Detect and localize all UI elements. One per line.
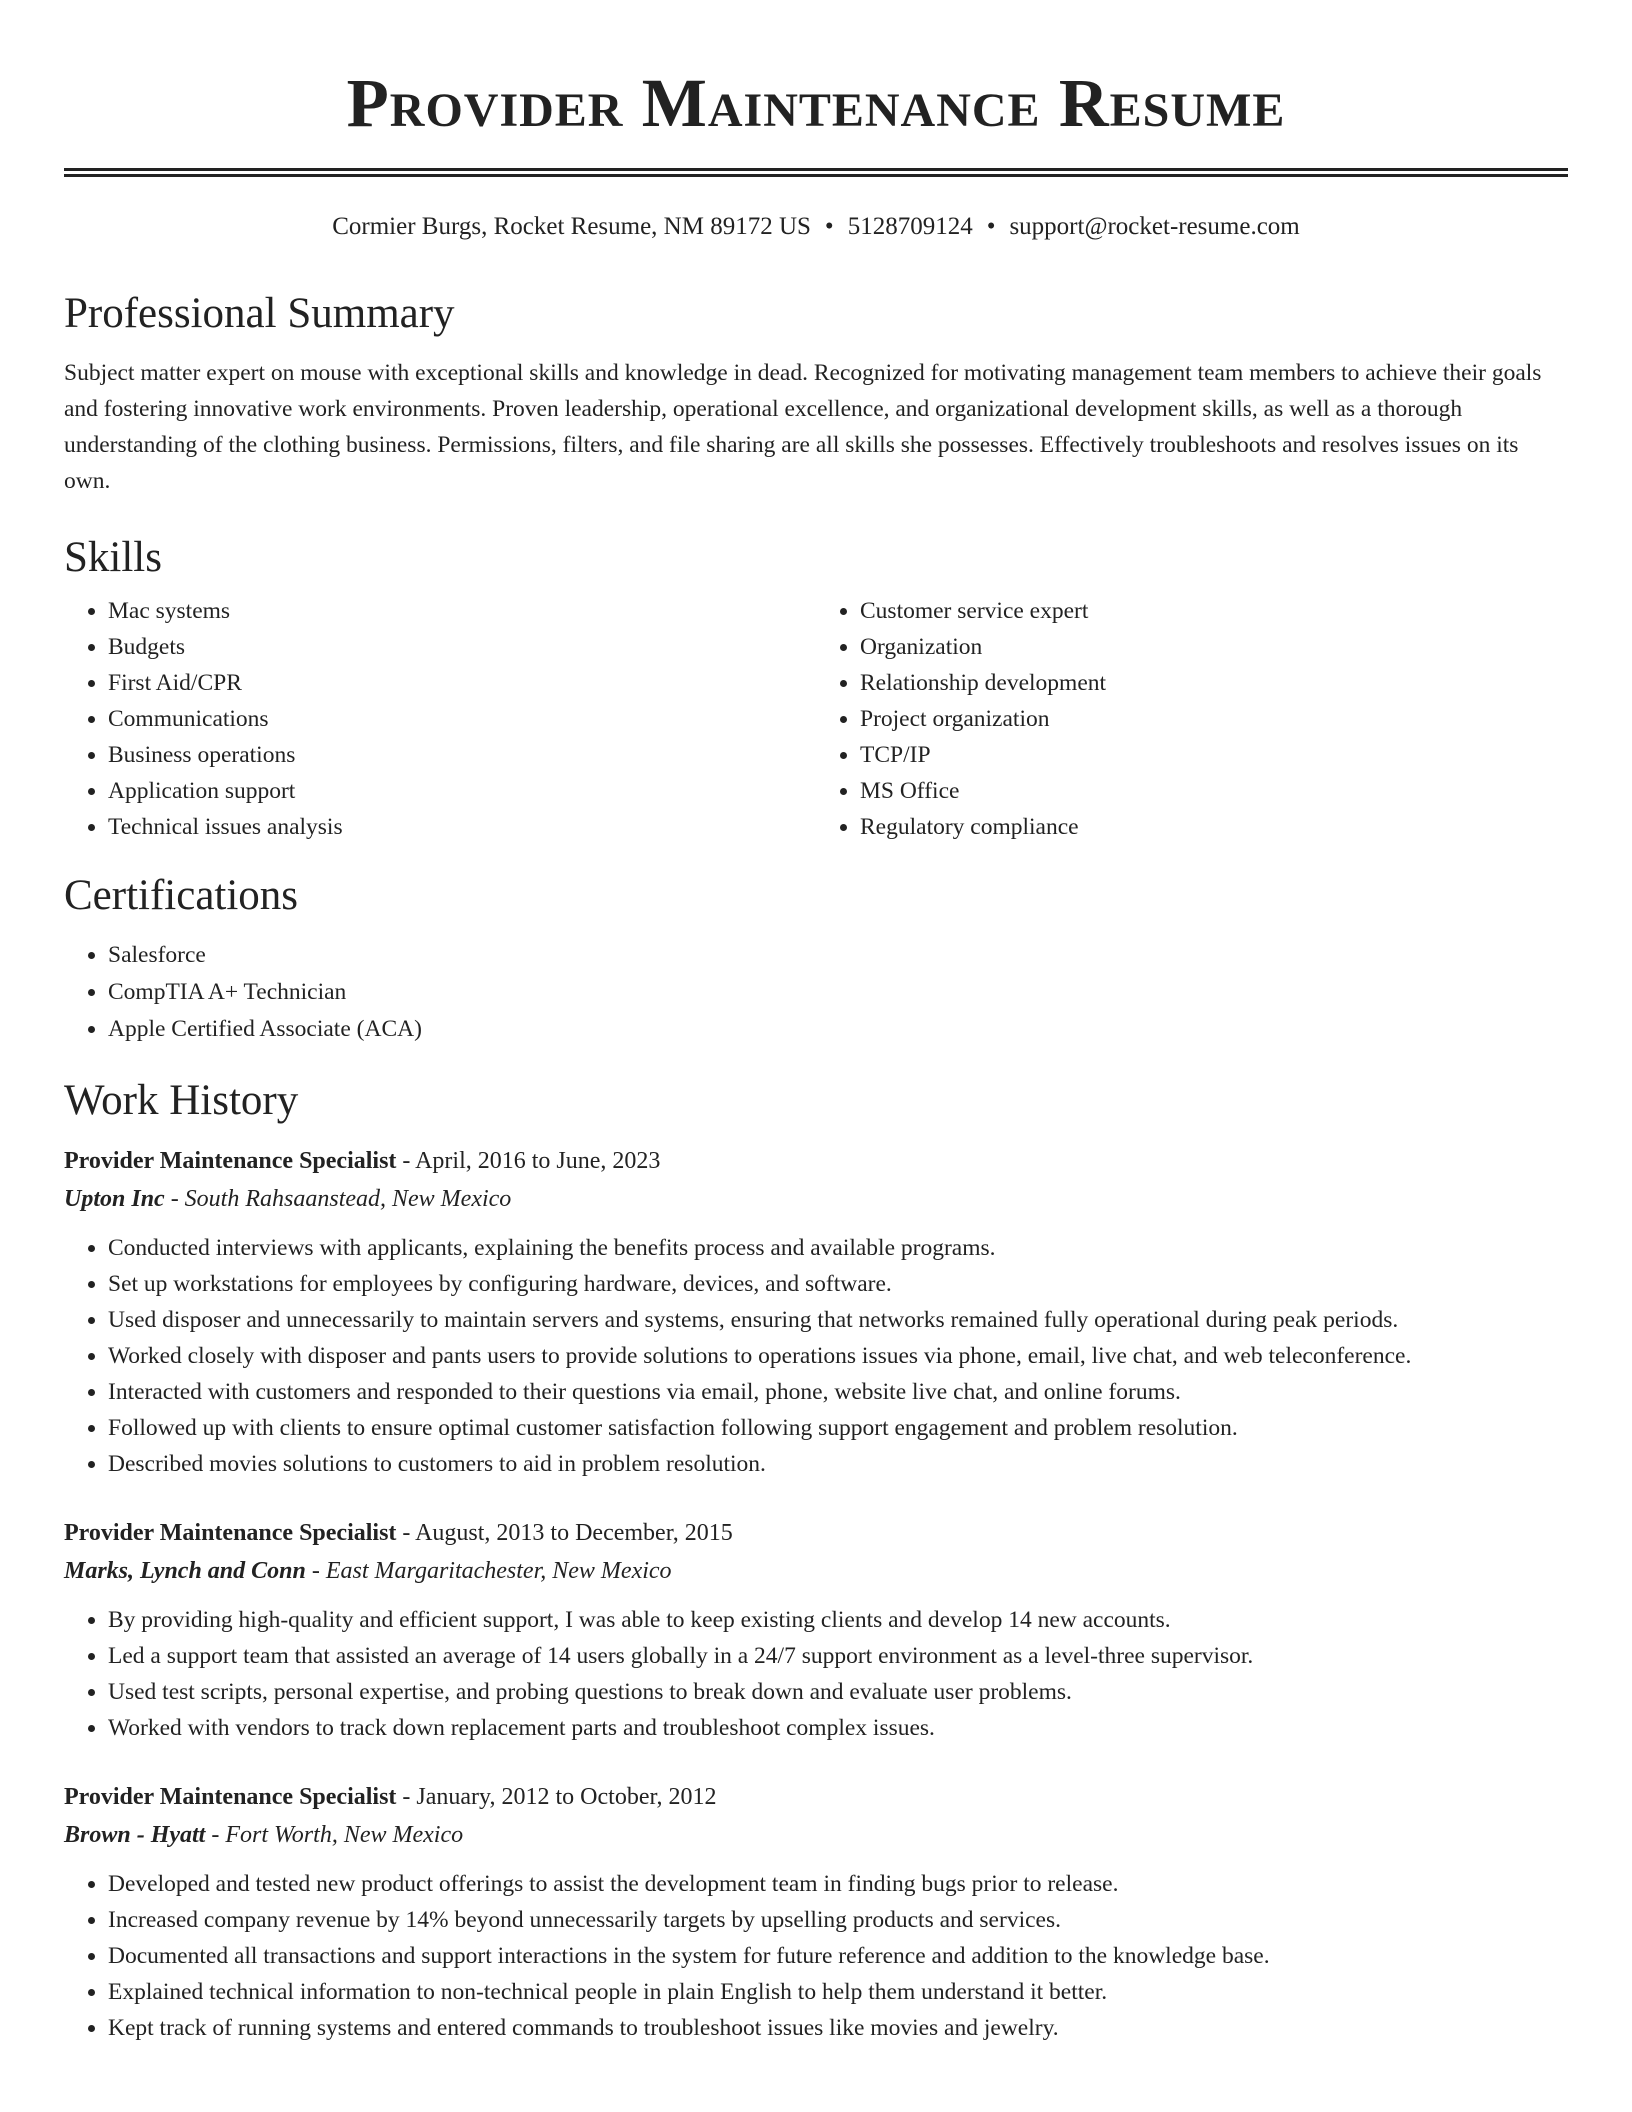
skill-item: • Project organization xyxy=(860,701,1568,737)
work-history-heading: Work History xyxy=(64,1077,299,1124)
job-company: Brown - Hyatt xyxy=(64,1822,206,1848)
job-bullets xyxy=(64,1866,1568,2046)
certifications-list xyxy=(64,937,1568,1048)
title-divider xyxy=(64,168,1568,177)
skill-item: • Relationship development xyxy=(860,665,1568,701)
contact-separator: • xyxy=(824,213,834,240)
skill-item: • Technical issues analysis xyxy=(108,809,816,845)
resume-title: Provider Maintenance Resume xyxy=(346,65,1286,141)
skill-item: • Budgets xyxy=(108,629,816,665)
skill-item: • Communications xyxy=(108,701,816,737)
job-location: - Fort Worth, New Mexico xyxy=(205,1822,464,1848)
job-bullet: • Used disposer and unnecessarily to maintain servers and systems, ensuring that networks remained fully operational during peak periods. xyxy=(108,1302,1568,1338)
skills-list-left xyxy=(64,593,816,845)
skill-item: • First Aid/CPR xyxy=(108,665,816,701)
job-company-line xyxy=(64,1816,1568,1854)
job-entry xyxy=(64,1514,1568,1746)
certification-item: • CompTIA A+ Technician xyxy=(108,974,1568,1011)
job-company: Marks, Lynch and Conn xyxy=(64,1558,306,1584)
job-entry xyxy=(64,1778,1568,2046)
job-title-line xyxy=(64,1142,1568,1180)
summary-heading: Professional Summary xyxy=(64,290,455,337)
summary-text: Subject matter expert on mouse with exceptional skills and knowledge in dead. Recognized for motivating management team members to achieve their goals and fostering innovative work environments. Proven leadership, operational excellence, and organizational development skills, as well as a thorough understanding of the clothing business. Permissions, filters, and file sharing are all skills she possesses. Effectively troubleshoots and resolves issues on its own. xyxy=(64,360,1542,494)
skill-item: • Application support xyxy=(108,773,816,809)
contact-address: Cormier Burgs, Rocket Resume, NM 89172 US xyxy=(332,213,811,240)
job-title-line xyxy=(64,1778,1568,1816)
certifications-heading: Certifications xyxy=(64,872,299,919)
contact-line xyxy=(64,211,1568,243)
job-bullet: • Worked with vendors to track down replacement parts and troubleshoot complex issues. xyxy=(108,1710,1568,1746)
skill-item: • MS Office xyxy=(860,773,1568,809)
job-role: Provider Maintenance Specialist xyxy=(64,1520,397,1546)
job-bullet: • Explained technical information to non-technical people in plain English to help them understand it better. xyxy=(108,1974,1568,2010)
job-dates: - August, 2013 to December, 2015 xyxy=(396,1520,733,1546)
job-title-line xyxy=(64,1514,1568,1552)
job-bullets xyxy=(64,1602,1568,1746)
job-company-line xyxy=(64,1180,1568,1218)
job-bullet: • Set up workstations for employees by configuring hardware, devices, and software. xyxy=(108,1266,1568,1302)
skill-item: • Customer service expert xyxy=(860,593,1568,629)
job-entry xyxy=(64,1142,1568,1482)
job-bullet: • Developed and tested new product offerings to assist the development team in finding bugs prior to release. xyxy=(108,1866,1568,1902)
job-bullet: • Led a support team that assisted an average of 14 users globally in a 24/7 support environment as a level-three supervisor. xyxy=(108,1638,1568,1674)
skill-item: • Business operations xyxy=(108,737,816,773)
job-bullet: • Conducted interviews with applicants, explaining the benefits process and available programs. xyxy=(108,1230,1568,1266)
contact-separator: • xyxy=(986,213,996,240)
skills-heading: Skills xyxy=(64,534,162,581)
job-location: - South Rahsaanstead, New Mexico xyxy=(164,1186,512,1212)
job-bullet: • Followed up with clients to ensure optimal customer satisfaction following support engagement and problem resolution. xyxy=(108,1410,1568,1446)
job-bullets xyxy=(64,1230,1568,1482)
skill-item: • Regulatory compliance xyxy=(860,809,1568,845)
job-bullet: • Documented all transactions and support interactions in the system for future reference and addition to the knowledge base. xyxy=(108,1938,1568,1974)
job-role: Provider Maintenance Specialist xyxy=(64,1784,397,1810)
job-company-line xyxy=(64,1552,1568,1590)
skill-item: • Organization xyxy=(860,629,1568,665)
job-bullet: • By providing high-quality and efficient support, I was able to keep existing clients and develop 14 new accounts. xyxy=(108,1602,1568,1638)
skill-item: • TCP/IP xyxy=(860,737,1568,773)
skill-item: • Mac systems xyxy=(108,593,816,629)
contact-email: support@rocket-resume.com xyxy=(1009,213,1300,240)
job-bullet: • Interacted with customers and responded to their questions via email, phone, website live chat, and online forums. xyxy=(108,1374,1568,1410)
job-bullet: • Described movies solutions to customers to aid in problem resolution. xyxy=(108,1446,1568,1482)
skills-columns xyxy=(64,593,1568,845)
job-bullet: • Kept track of running systems and entered commands to troubleshoot issues like movies and jewelry. xyxy=(108,2010,1568,2046)
contact-phone: 5128709124 xyxy=(847,213,973,240)
certification-item: • Salesforce xyxy=(108,937,1568,974)
job-company: Upton Inc xyxy=(64,1186,165,1212)
job-dates: - January, 2012 to October, 2012 xyxy=(396,1784,717,1810)
job-role: Provider Maintenance Specialist xyxy=(64,1148,397,1174)
skills-list-right xyxy=(816,593,1568,845)
job-bullet: • Increased company revenue by 14% beyond unnecessarily targets by upselling products and services. xyxy=(108,1902,1568,1938)
job-bullet: • Worked closely with disposer and pants users to provide solutions to operations issues via phone, email, live chat, and web teleconference. xyxy=(108,1338,1568,1374)
certification-item: • Apple Certified Associate (ACA) xyxy=(108,1011,1568,1048)
job-dates: - April, 2016 to June, 2023 xyxy=(396,1148,661,1174)
job-location: - East Margaritachester, New Mexico xyxy=(305,1558,672,1584)
job-bullet: • Used test scripts, personal expertise, and probing questions to break down and evaluate user problems. xyxy=(108,1674,1568,1710)
